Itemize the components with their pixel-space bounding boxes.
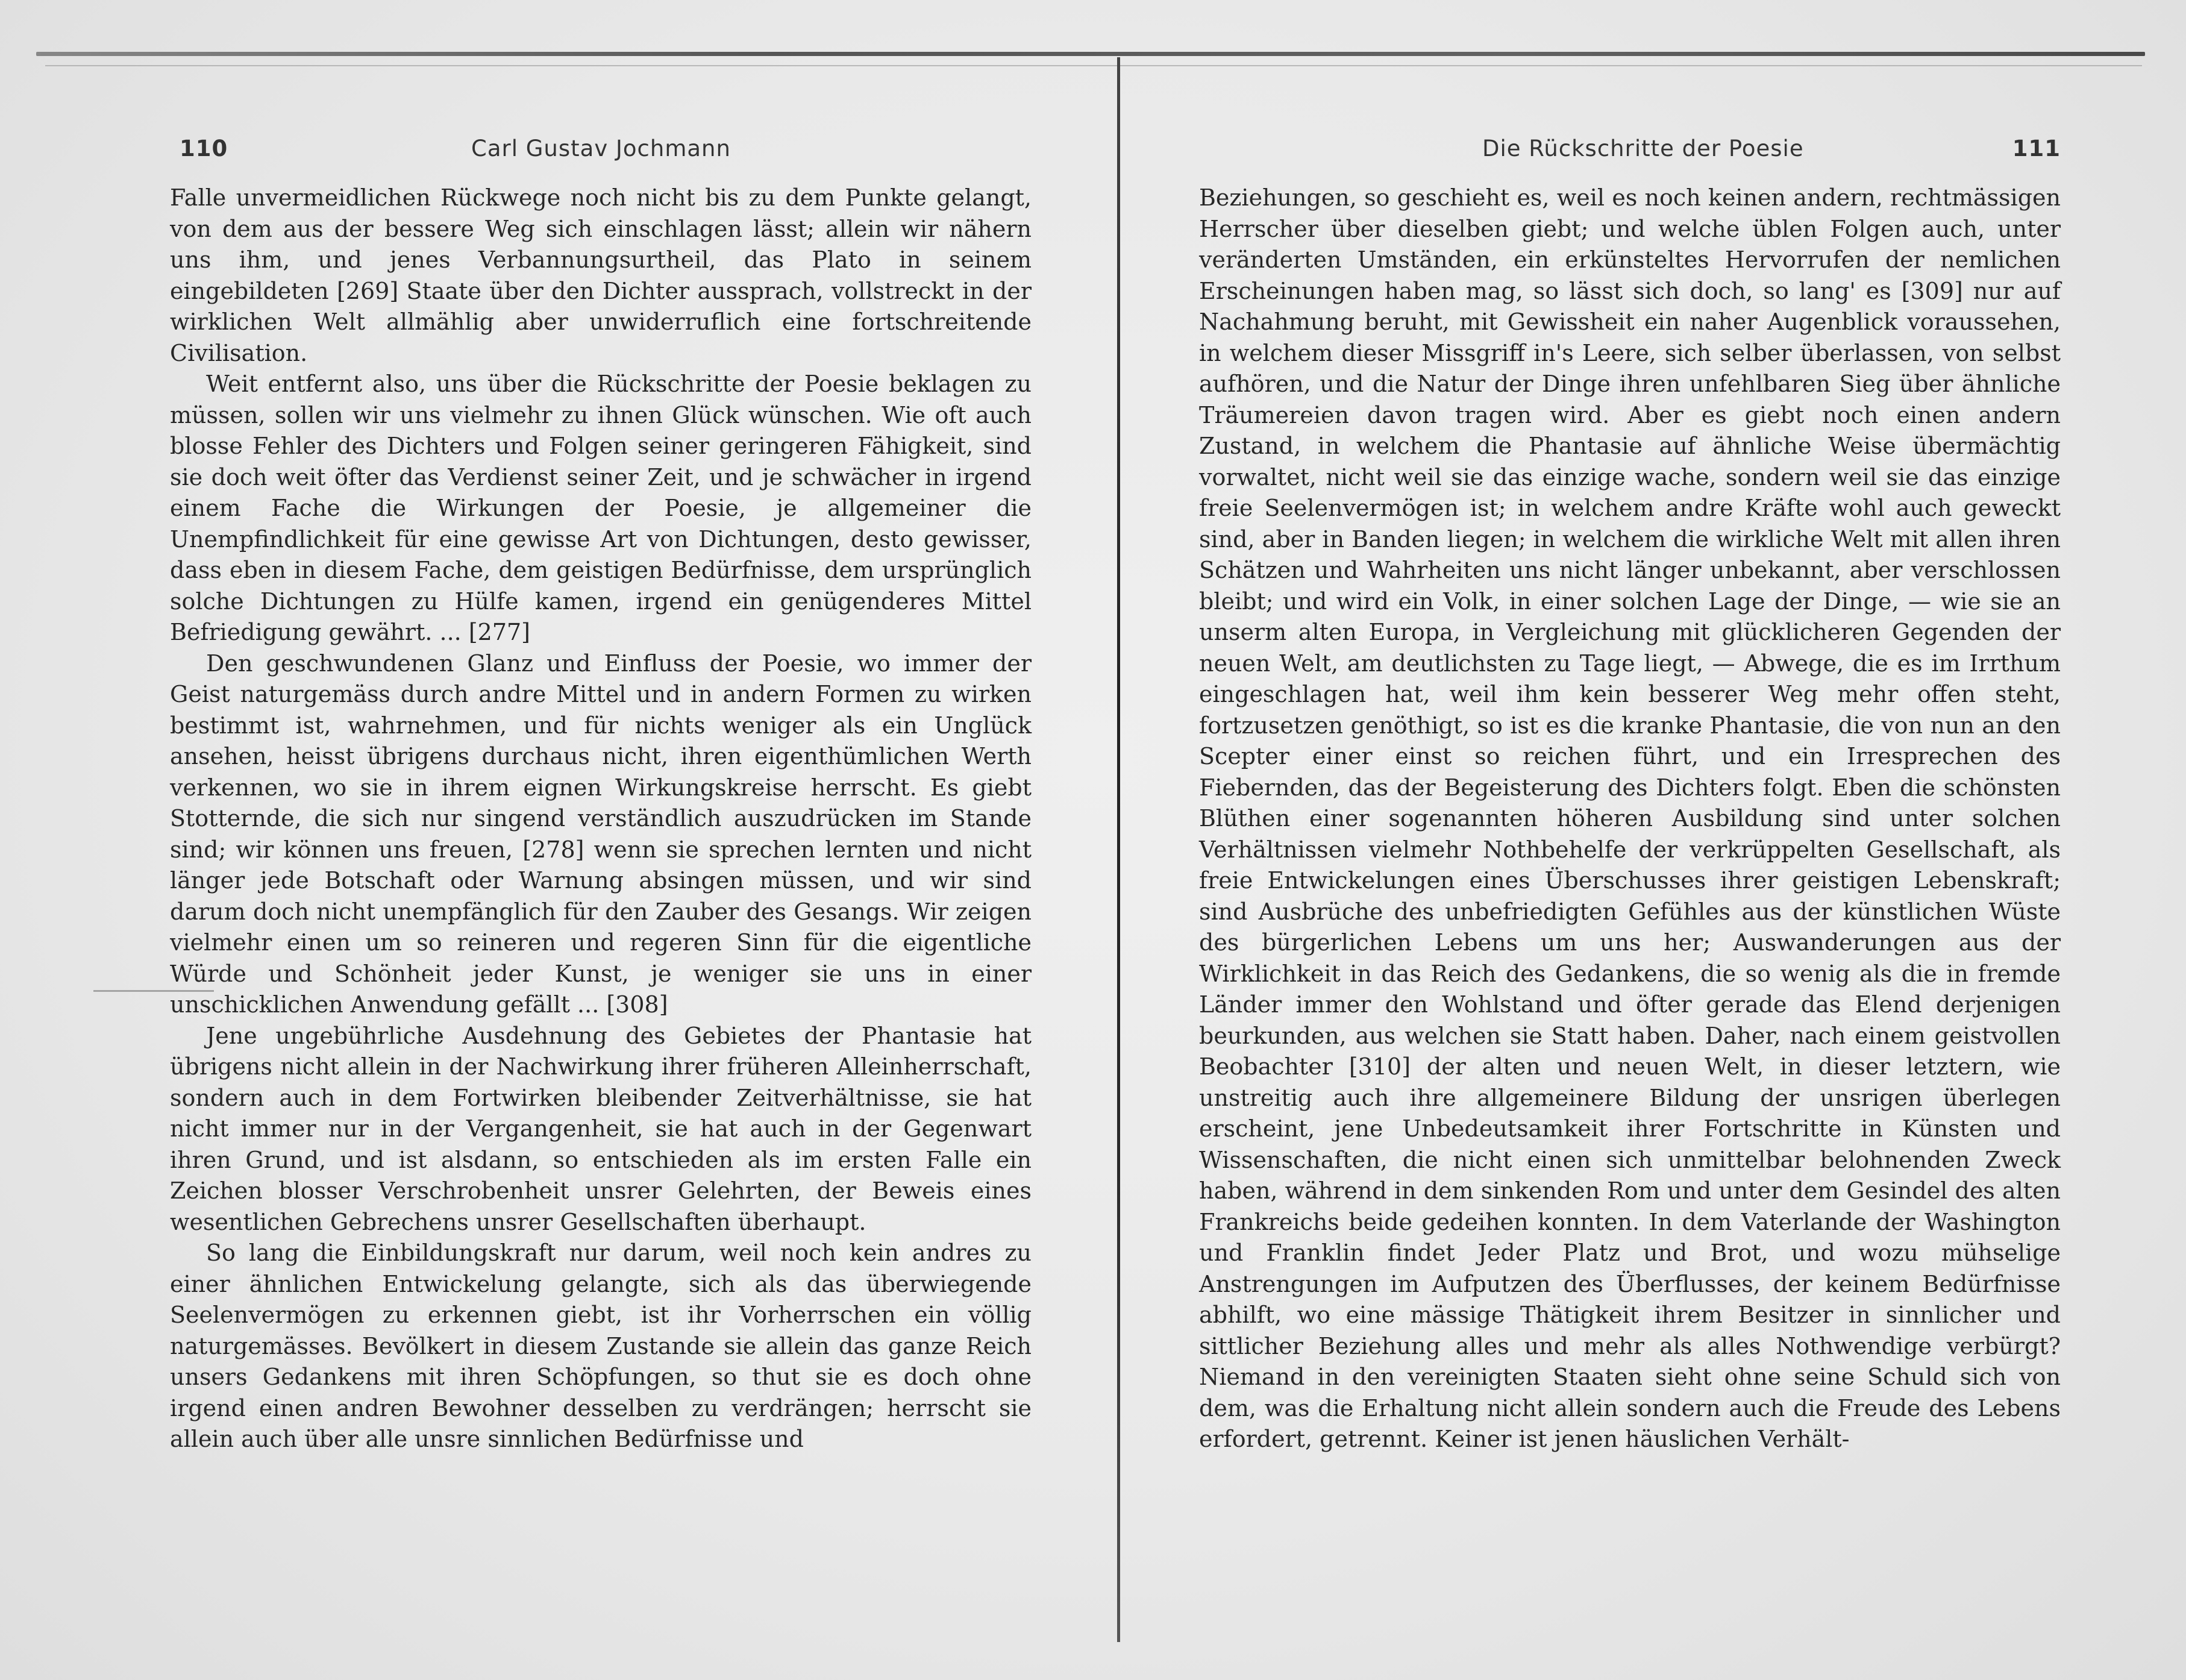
right-running-head xyxy=(1199,136,2061,178)
paragraph: Beziehungen, so geschieht es, weil es noch keinen andern, rechtmässigen Herrscher über dieselben giebt; und welche üblen Folgen auch, unter veränderten Umständen, ein erkünsteltes Hervorrufen der nemlichen Erscheinungen haben mag, so lässt sich doch, so lang' es [309] nur auf Nachahmung beruht, mit Gewissheit ein naher Augenblick voraussehen, in welchem dieser Missgriff in's Leere, sich selber überlassen, von selbst aufhören, und die Natur der Dinge ihren unfehlbaren Sieg über ähnliche Träumereien davon tragen wird. Aber es giebt noch einen andern Zustand, in welchem die Phantasie auf ähnliche Weise übermächtig vorwaltet, nicht weil sie das einzige wache, sondern weil sie das einzige freie Seelenvermögen ist; in welchem andre Kräfte wohl auch geweckt sind, aber in Banden liegen; in welchem die wirkliche Welt mit allen ihren Schätzen und Wahrheiten uns nicht länger unbekannt, aber verschlossen bleibt; und wird ein Volk, in einer solchen Lage der Dinge, — wie sie an unserm alten Europa, in Vergleichung mit glücklicheren Gegenden der neuen Welt, am deutlichsten zu Tage liegt, — Abwege, die es im Irrthum eingeschlagen hat, weil ihm kein besserer Weg mehr offen steht, fortzusetzen genöthigt, so ist es die kranke Phantasie, die von nun an den Scepter einer einst so reichen führt, und ein Irresprechen des Fiebernden, das der Begeisterung des Dichters folgt. Eben die schönsten Blüthen einer sogenannten höheren Ausbildung sind unter solchen Verhältnissen vielmehr Nothbehelfe der verkrüppelten Gesellschaft, als freie Entwickelungen eines Überschusses ihrer geistigen Lebenskraft; sind Ausbrüche des unbefriedigten Gefühles aus der künstlichen Wüste des bürgerlichen Lebens um uns her; Auswanderungen aus der Wirklichkeit in das Reich des Gedankens, die so wenig als die in fremde Länder immer den Wohlstand und öfter gerade das Elend derjenigen beurkunden, aus welchen sie Statt haben. Daher, nach einem geistvollen Beobachter [310] der alten und neuen Welt, in dieser letztern, wie unstreitig auch ihre allgemeinere Bildung der unsrigen überlegen erscheint, jene Unbedeutsamkeit ihrer Fortschritte in Künsten und Wissenschaften, die nicht einen sich unmittelbar belohnenden Zweck haben, während in dem sinkenden Rom und unter dem Gesindel des alten Frankreichs beide gedeihen konnten. In dem Vaterlande der Washington und Franklin findet Jeder Platz und Brot, und wozu mühselige Anstrengungen im Aufputzen des Überflusses, der keinem Bedürfnisse abhilft, wo eine mässige Thätigkeit ihrem Besitzer in sinnlicher und sittlicher Beziehung alles und mehr als alles Nothwendige verbürgt? Niemand in den vereinigten Staaten sieht ohne seine Schuld sich von dem, was die Erhaltung nicht allein sondern auch die Freude des Lebens erfordert, getrennt. Keiner ist jenen häuslichen Verhält- xyxy=(1199,184,2061,1452)
right-body-text xyxy=(1199,183,2061,1455)
paragraph: Falle unvermeidlichen Rückwege noch nicht bis zu dem Punkte gelangt, von dem aus der bessere Weg sich einschlagen lässt; allein wir nähern uns ihm, und jenes Verbannungsurtheil, das Plato in seinem eingebildeten [269] Staate über den Dichter aussprach, vollstreckt in der wirklichen Welt allmählig aber unwiderruflich eine fortschreitende Civilisation. xyxy=(170,184,1032,366)
paragraph: Weit entfernt also, uns über die Rückschritte der Poesie beklagen zu müssen, sollen wir uns vielmehr zu ihnen Glück wünschen. Wie oft auch blosse Fehler des Dichters und Folgen seiner geringeren Fähigkeit, sind sie doch weit öfter das Verdienst seiner Zeit, und je schwächer in irgend einem Fache die Wirkungen der Poesie, je allgemeiner die Unempfindlichkeit für eine gewisse Art von Dichtungen, desto gewisser, dass eben in diesem Fache, dem geistigen Bedürfnisse, dem ursprünglich solche Dichtungen zu Hülfe kamen, irgend ein genügenderes Mittel Befriedigung gewährt. ... [277] xyxy=(170,371,1032,645)
book-gutter xyxy=(1117,57,1120,1642)
left-page-number: 110 xyxy=(180,136,228,161)
left-running-head xyxy=(170,136,1032,178)
left-running-title: Carl Gustav Jochmann xyxy=(471,136,731,161)
top-edge-line xyxy=(45,65,2142,66)
right-running-title: Die Rückschritte der Poesie xyxy=(1482,136,1804,161)
left-body-text xyxy=(170,183,1032,1455)
paragraph: Den geschwundenen Glanz und Einfluss der Poesie, wo immer der Geist naturgemäss durch andre Mittel und in andern Formen zu wirken bestimmt ist, wahrnehmen, und für nichts weniger als ein Unglück ansehen, heisst übrigens durchaus nicht, ihren eigenthümlichen Werth verkennen, wo sie in ihrem eignen Wirkungskreise herrscht. Es giebt Stotternde, die sich nur singend verständlich auszudrücken im Stande sind; wir können uns freuen, [278] wenn sie sprechen lernten und nicht länger jede Botschaft oder Warnung absingen müssen, und wir sind darum doch nicht unempfänglich für den Zauber des Gesangs. Wir zeigen vielmehr einen um so reineren und regeren Sinn für die eigentliche Würde und Schönheit jeder Kunst, je weniger sie uns in einer unschicklichen Anwendung gefällt ... [308] xyxy=(170,650,1032,1018)
right-page xyxy=(1199,136,2061,1455)
paragraph: So lang die Einbildungskraft nur darum, weil noch kein andres zu einer ähnlichen Entwickelung gelangte, sich als das überwiegende Seelenvermögen zu erkennen giebt, ist ihr Vorherrschen ein völlig naturgemässes. Bevölkert in diesem Zustande sie allein das ganze Reich unsers Gedankens mit ihren Schöpfungen, so thut sie es doch ohne irgend einen andren Bewohner desselben zu verdrängen; herrscht sie allein auch über alle unsre sinnlichen Bedürfnisse und xyxy=(170,1240,1032,1452)
paragraph: Jene ungebührliche Ausdehnung des Gebietes der Phantasie hat übrigens nicht allein in der Nachwirkung ihrer früheren Alleinherrschaft, sondern auch in dem Fortwirken bleibender Zeitverhältnisse, sie hat nicht immer nur in der Vergangenheit, sie hat auch in der Gegenwart ihren Grund, und ist alsdann, so entschieden als im ersten Falle ein Zeichen blosser Verschrobenheit unsrer Gelehrten, der Beweis eines wesentlichen Gebrechens unsrer Gesellschaften überhaupt. xyxy=(170,1022,1032,1235)
top-edge-shadow xyxy=(36,52,2145,56)
left-page xyxy=(170,136,1032,1455)
right-page-number: 111 xyxy=(2012,136,2061,161)
